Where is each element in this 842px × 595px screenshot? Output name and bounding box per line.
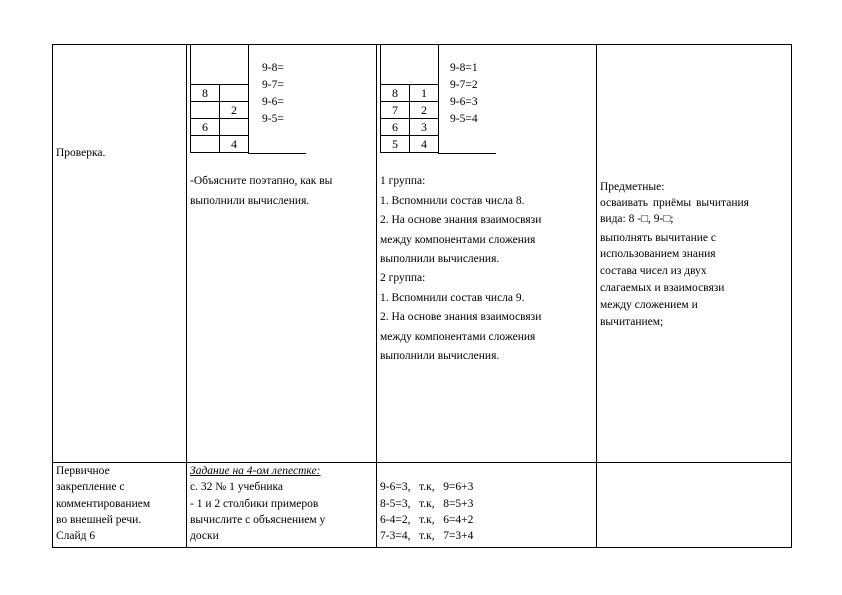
grid-cell: 8 bbox=[380, 84, 410, 102]
students-text-line: 1. Вспомнили состав числа 8. bbox=[380, 195, 525, 207]
task-title: Задание на 4-ом лепестке: bbox=[190, 465, 321, 477]
outcomes-line: использованием знания bbox=[600, 248, 716, 260]
solution-line: 7-3=4, т.к, 7=3+4 bbox=[380, 530, 474, 542]
outcomes-line: выполнять вычитание с bbox=[600, 232, 716, 244]
grid-header-left bbox=[380, 44, 381, 84]
grid-cell: 8 bbox=[190, 84, 220, 102]
students-text-line: 1. Вспомнили состав числа 9. bbox=[380, 292, 525, 304]
grid-underline bbox=[248, 153, 306, 154]
outcomes-line: слагаемых и взаимосвязи bbox=[600, 282, 725, 294]
grid-header-left bbox=[190, 44, 191, 84]
students-text-line: 2. На основе знания взаимосвязи bbox=[380, 214, 542, 226]
grid-cell: 4 bbox=[219, 135, 249, 153]
task-line: - 1 и 2 столбики примеров bbox=[190, 498, 319, 510]
task-line: вычислите с объяснением у bbox=[190, 514, 326, 526]
grid-cell: 6 bbox=[380, 118, 410, 136]
students-text-line: между компонентами сложения bbox=[380, 234, 536, 246]
teacher-expression: 9-7= bbox=[262, 79, 284, 91]
row-divider bbox=[52, 462, 791, 463]
outcomes-line: вида: 8 -□, 9-□; bbox=[600, 213, 674, 225]
stage-line: закрепление с bbox=[56, 481, 125, 493]
outcomes-line: состава чисел из двух bbox=[600, 265, 707, 277]
grid-cell: 3 bbox=[409, 118, 439, 136]
students-expression: 9-5=4 bbox=[450, 113, 478, 125]
grid-cell bbox=[219, 118, 249, 136]
grid-cell: 2 bbox=[409, 101, 439, 119]
outcomes-line: между сложением и bbox=[600, 299, 698, 311]
table-bottom-border bbox=[52, 547, 791, 548]
table-left-border bbox=[52, 44, 53, 548]
col-divider-3 bbox=[596, 44, 597, 548]
grid-cell: 2 bbox=[219, 101, 249, 119]
stage-line: Первичное bbox=[56, 465, 110, 477]
grid-header-right bbox=[438, 44, 439, 84]
solution-line: 6-4=2, т.к, 6=4+2 bbox=[380, 514, 474, 526]
outcomes-line: осваивать приёмы вычитания bbox=[600, 197, 749, 209]
stage-line: во внешней речи. bbox=[56, 514, 142, 526]
solution-line: 9-6=3, т.к, 9=6+3 bbox=[380, 481, 474, 493]
grid-underline bbox=[438, 153, 496, 154]
teacher-instruction: выполнили вычисления. bbox=[190, 195, 310, 207]
students-expression: 9-8=1 bbox=[450, 62, 478, 74]
task-line: с. 32 № 1 учебника bbox=[190, 481, 284, 493]
students-text-line: выполнили вычисления. bbox=[380, 253, 500, 265]
students-text-line: 2. На основе знания взаимосвязи bbox=[380, 311, 542, 323]
grid-cell bbox=[190, 101, 220, 119]
grid-cell: 6 bbox=[190, 118, 220, 136]
col-divider-2 bbox=[376, 44, 377, 548]
students-text-line: 1 группа: bbox=[380, 175, 426, 187]
table-top-border bbox=[52, 44, 791, 45]
grid-header-right bbox=[248, 44, 249, 84]
teacher-expression: 9-8= bbox=[262, 62, 284, 74]
task-line: доски bbox=[190, 530, 219, 542]
students-text-line: между компонентами сложения bbox=[380, 331, 536, 343]
students-expression: 9-7=2 bbox=[450, 79, 478, 91]
outcomes-line: вычитанием; bbox=[600, 316, 664, 328]
grid-cell: 5 bbox=[380, 135, 410, 153]
solution-line: 8-5=3, т.к, 8=5+3 bbox=[380, 498, 474, 510]
stage-check: Проверка. bbox=[56, 147, 106, 159]
grid-cell: 4 bbox=[409, 135, 439, 153]
table-right-border bbox=[791, 44, 792, 548]
grid-cell: 1 bbox=[409, 84, 439, 102]
grid-cell bbox=[190, 135, 220, 153]
grid-cell: 7 bbox=[380, 101, 410, 119]
col-divider-1 bbox=[186, 44, 187, 548]
teacher-expression: 9-6= bbox=[262, 96, 284, 108]
teacher-expression: 9-5= bbox=[262, 113, 284, 125]
students-expression: 9-6=3 bbox=[450, 96, 478, 108]
students-text-line: 2 группа: bbox=[380, 272, 426, 284]
students-text-line: выполнили вычисления. bbox=[380, 350, 500, 362]
stage-line: Слайд 6 bbox=[56, 530, 96, 542]
grid-cell bbox=[219, 84, 249, 102]
outcomes-line: Предметные: bbox=[600, 181, 665, 193]
teacher-instruction: -Объясните поэтапно, как вы bbox=[190, 175, 333, 187]
stage-line: комментированием bbox=[56, 498, 151, 510]
